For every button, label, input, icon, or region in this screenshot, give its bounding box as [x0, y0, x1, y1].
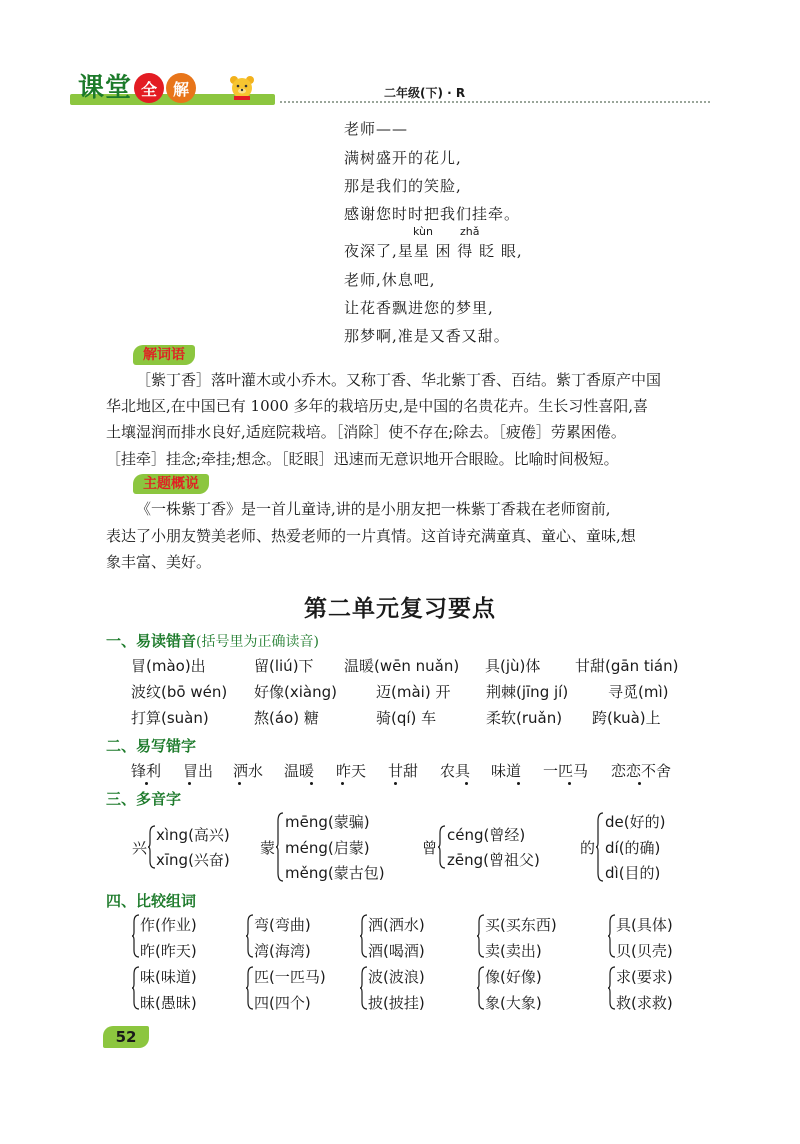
unit-title: 第二单元复习要点 [304, 596, 496, 622]
word-item [543, 760, 588, 781]
poly-reading: zēng(曾祖父) [447, 851, 540, 869]
vocab-line: 华北地区,在中国已有 1000 多年的栽培历史,是中国的名贵花卉。生长习性喜阳,喜 [106, 397, 649, 415]
poly-reading: méng(启蒙) [285, 839, 370, 857]
word-text: 恋恋不舍 [611, 762, 672, 780]
compare-word: 昨(昨天) [140, 942, 197, 960]
vocab-line: 土壤湿润而排水良好,适庭院栽培。［消除］使不存在;除去。［疲倦］劳累困倦。 [106, 423, 626, 441]
word-text: 昨天 [336, 762, 367, 780]
brand-char-1: 课 [78, 73, 106, 103]
compare-word: 像(好像) [485, 968, 542, 986]
word-item [284, 760, 314, 781]
compare-word: 波(波浪) [368, 968, 425, 986]
vocab-line: ［紫丁香］落叶灌木或小乔木。又称丁香、华北紫丁香、百结。紫丁香原产中国 [136, 371, 662, 389]
theme-line: 象丰富、美好。 [106, 553, 212, 571]
poly-reading: dí(的确) [605, 839, 661, 857]
word-item [611, 760, 671, 781]
section-1-note: (括号里为正确读音) [196, 634, 319, 650]
brand-char-4: 解 [166, 73, 196, 103]
header-dotted-rule [280, 101, 710, 103]
word-item [183, 760, 213, 781]
pron-item: 打算(suàn) [131, 709, 209, 727]
section-4-heading: 四、比较组词 [106, 892, 197, 910]
emphasis-dot [568, 782, 571, 785]
word-item [388, 760, 418, 781]
compare-word: 救(求救) [616, 994, 673, 1012]
vocab-line: ［挂牵］挂念;牵挂;想念。［眨眼］迅速而无意识地开合眼睑。比喻时间极短。 [106, 450, 619, 468]
pinyin-kun: kùn [413, 225, 433, 238]
emphasis-dot [145, 782, 148, 785]
compare-word: 具(具体) [616, 916, 673, 934]
emphasis-dot [517, 782, 520, 785]
pron-item: 柔软(ruǎn) [486, 709, 563, 727]
brace-icon [360, 914, 368, 958]
page-number: 52 [103, 1026, 149, 1048]
compare-word: 昧(愚昧) [140, 994, 197, 1012]
word-text: 冒出 [183, 762, 214, 780]
pron-item: 熬(áo) 糖 [254, 709, 319, 727]
poem-line: 老师,休息吧, [344, 271, 436, 289]
pron-item: 温暖(wēn nuǎn) [344, 657, 460, 675]
section-2-heading: 二、易写错字 [106, 737, 197, 755]
compare-word: 卖(卖出) [485, 942, 542, 960]
brace-icon [477, 966, 485, 1010]
pron-item: 甘甜(gān tián) [575, 657, 679, 675]
word-item [440, 760, 470, 781]
pron-item: 迈(mài) 开 [376, 683, 451, 701]
section-3-heading: 三、多音字 [106, 790, 182, 808]
word-text: 农具 [440, 762, 471, 780]
emphasis-dot [394, 782, 397, 785]
brace-icon [132, 914, 140, 958]
word-item [491, 760, 521, 781]
poly-reading: xīng(兴奋) [156, 851, 230, 869]
compare-word: 四(四个) [254, 994, 311, 1012]
compare-word: 酒(喝酒) [368, 942, 425, 960]
theme-tag: 主题概说 [133, 474, 209, 494]
emphasis-dot [188, 782, 191, 785]
brace-icon [360, 966, 368, 1010]
emphasis-dot [341, 782, 344, 785]
poly-reading: měng(蒙古包) [285, 864, 385, 882]
poly-reading: céng(曾经) [447, 826, 526, 844]
poly-char-xing: 兴 [132, 839, 148, 857]
poem-line: 老师—— [344, 120, 409, 138]
poem-line: 夜深了,星星 困 得 眨 眼, [344, 242, 523, 260]
section-1-title: 一、易读错音 [106, 632, 197, 650]
brace-icon [148, 825, 156, 869]
compare-word: 买(买东西) [485, 916, 557, 934]
poly-reading: xìng(高兴) [156, 826, 230, 844]
word-text: 温暖 [284, 762, 315, 780]
brace-icon [608, 966, 616, 1010]
compare-word: 湾(海湾) [254, 942, 311, 960]
poem-line: 让花香飘进您的梦里, [344, 299, 494, 317]
emphasis-dot [465, 782, 468, 785]
word-text: 一匹马 [543, 762, 589, 780]
pron-item: 波纹(bō wén) [131, 683, 228, 701]
compare-word: 求(要求) [616, 968, 673, 986]
poly-char-meng: 蒙 [260, 839, 276, 857]
brace-icon [246, 914, 254, 958]
brace-icon [132, 966, 140, 1010]
word-text: 甘甜 [388, 762, 419, 780]
grade-label: 二年级(下) · R [384, 86, 466, 100]
emphasis-dot [310, 782, 313, 785]
compare-word: 象(大象) [485, 994, 542, 1012]
word-item [233, 760, 263, 781]
section-1-heading [106, 630, 319, 651]
poly-char-ceng: 曾 [422, 839, 438, 857]
pron-item: 荆棘(jīng jí) [486, 683, 569, 701]
brace-icon [608, 914, 616, 958]
brace-icon [477, 914, 485, 958]
brace-icon [438, 825, 446, 869]
poem-line: 感谢您时时把我们挂牵。 [344, 205, 521, 223]
poly-reading: de(好的) [605, 813, 666, 831]
pron-item: 骑(qí) 车 [376, 709, 437, 727]
poly-reading: mēng(蒙骗) [285, 813, 370, 831]
brace-icon [276, 812, 284, 882]
pinyin-zha: zhǎ [460, 225, 480, 238]
compare-word: 味(味道) [140, 968, 197, 986]
brand-char-3: 全 [134, 73, 164, 103]
compare-word: 作(作业) [140, 916, 197, 934]
brand-char-2: 堂 [105, 73, 133, 103]
brace-icon [246, 966, 254, 1010]
vocab-tag: 解词语 [133, 345, 195, 365]
pron-item: 冒(mào)出 [131, 657, 206, 675]
theme-line: 表达了小朋友赞美老师、热爱老师的一片真情。这首诗充满童真、童心、童味,想 [106, 527, 636, 545]
compare-word: 披(披挂) [368, 994, 425, 1012]
compare-word: 匹(一匹马) [254, 968, 326, 986]
word-text: 锋利 [131, 762, 162, 780]
compare-word: 洒(洒水) [368, 916, 425, 934]
theme-line: 《一株紫丁香》是一首儿童诗,讲的是小朋友把一株紫丁香栽在老师窗前, [136, 500, 611, 518]
poem-line: 那是我们的笑脸, [344, 177, 462, 195]
compare-word: 弯(弯曲) [254, 916, 311, 934]
poem-line: 那梦啊,准是又香又甜。 [344, 327, 510, 345]
emphasis-dot [238, 782, 241, 785]
pron-item: 跨(kuà)上 [592, 709, 661, 727]
brace-icon [596, 812, 604, 882]
pron-item: 好像(xiàng) [254, 683, 337, 701]
poly-reading: dì(目的) [605, 864, 661, 882]
word-item [336, 760, 366, 781]
word-text: 味道 [491, 762, 522, 780]
brand-logo [78, 72, 196, 104]
compare-word: 贝(贝壳) [616, 942, 673, 960]
bear-mascot-icon [228, 74, 256, 100]
word-item [131, 760, 161, 781]
pron-item: 留(liú)下 [254, 657, 314, 675]
word-text: 洒水 [233, 762, 264, 780]
pron-item: 具(jù)体 [485, 657, 541, 675]
pron-item: 寻觅(mì) [608, 683, 669, 701]
emphasis-dot [638, 782, 641, 785]
poem-line: 满树盛开的花儿, [344, 149, 462, 167]
poly-char-de: 的 [580, 839, 596, 857]
